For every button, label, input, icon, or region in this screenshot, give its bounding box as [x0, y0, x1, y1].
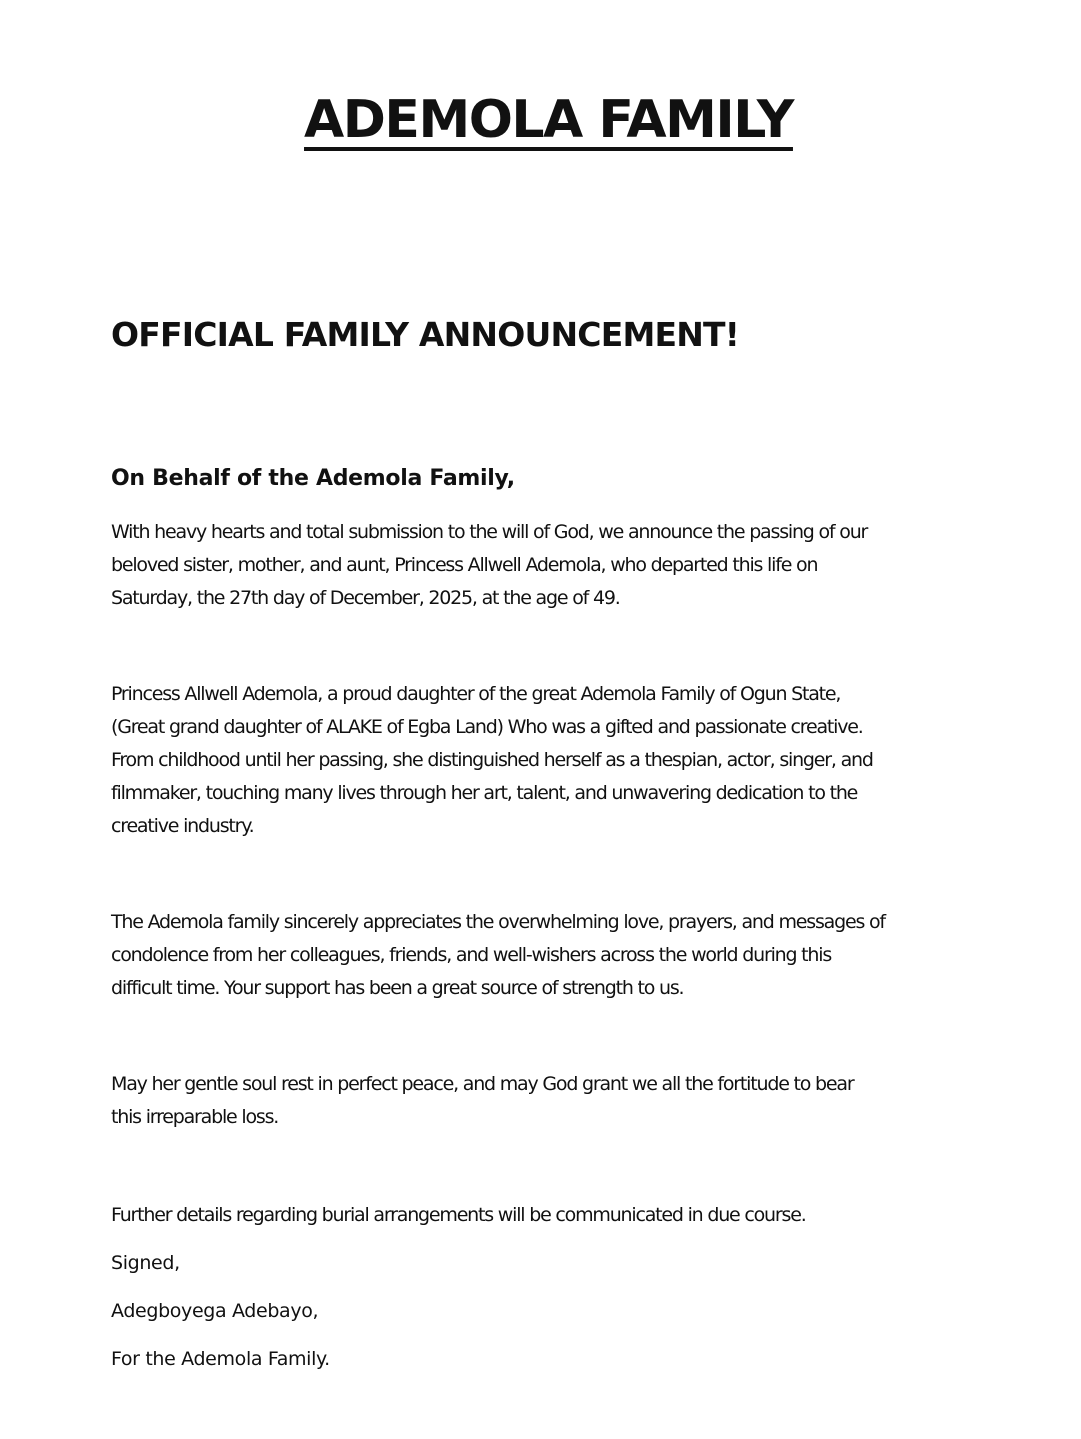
document-title-text: ADEMOLA FAMILY [304, 90, 793, 150]
paragraph-line: Further details regarding burial arrangements will be communicated in due course. [111, 1204, 806, 1226]
paragraph-passing-notice [111, 516, 991, 615]
signed-label: Signed, [111, 1252, 180, 1274]
paragraph-line: condolence from her colleagues, friends, and well-wishers across the world during this [111, 944, 832, 966]
paragraph-appreciation [111, 906, 991, 1005]
salutation: On Behalf of the Ademola Family, [111, 466, 515, 491]
paragraph-line: filmmaker, touching many lives through her art, talent, and unwavering dedication to the [111, 782, 858, 804]
paragraph-prayer [111, 1068, 991, 1134]
paragraph-line: With heavy hearts and total submission to the will of God, we announce the passing of our [111, 521, 868, 543]
document-title [0, 84, 1081, 156]
paragraph-line: The Ademola family sincerely appreciates the overwhelming love, prayers, and messages of [111, 911, 885, 933]
paragraph-line: (Great grand daughter of ALAKE of Egba Land) Who was a gifted and passionate creative. [111, 716, 863, 738]
paragraph-line: beloved sister, mother, and aunt, Princess Allwell Ademola, who departed this life on [111, 554, 818, 576]
signatory-on-behalf: For the Ademola Family. [111, 1348, 330, 1370]
paragraph-burial-details [111, 1199, 991, 1232]
paragraph-line: this irreparable loss. [111, 1106, 279, 1128]
paragraph-line: Princess Allwell Ademola, a proud daughter of the great Ademola Family of Ogun State, [111, 683, 841, 705]
paragraph-biography [111, 678, 991, 843]
signatory-name: Adegboyega Adebayo, [111, 1300, 319, 1322]
paragraph-line: From childhood until her passing, she distinguished herself as a thespian, actor, singer, and [111, 749, 873, 771]
paragraph-line: Saturday, the 27th day of December, 2025, at the age of 49. [111, 587, 620, 609]
announcement-heading: OFFICIAL FAMILY ANNOUNCEMENT! [111, 315, 740, 354]
paragraph-line: May her gentle soul rest in perfect peace, and may God grant we all the fortitude to bear [111, 1073, 854, 1095]
paragraph-line: difficult time. Your support has been a great source of strength to us. [111, 977, 684, 999]
paragraph-line: creative industry. [111, 815, 254, 837]
